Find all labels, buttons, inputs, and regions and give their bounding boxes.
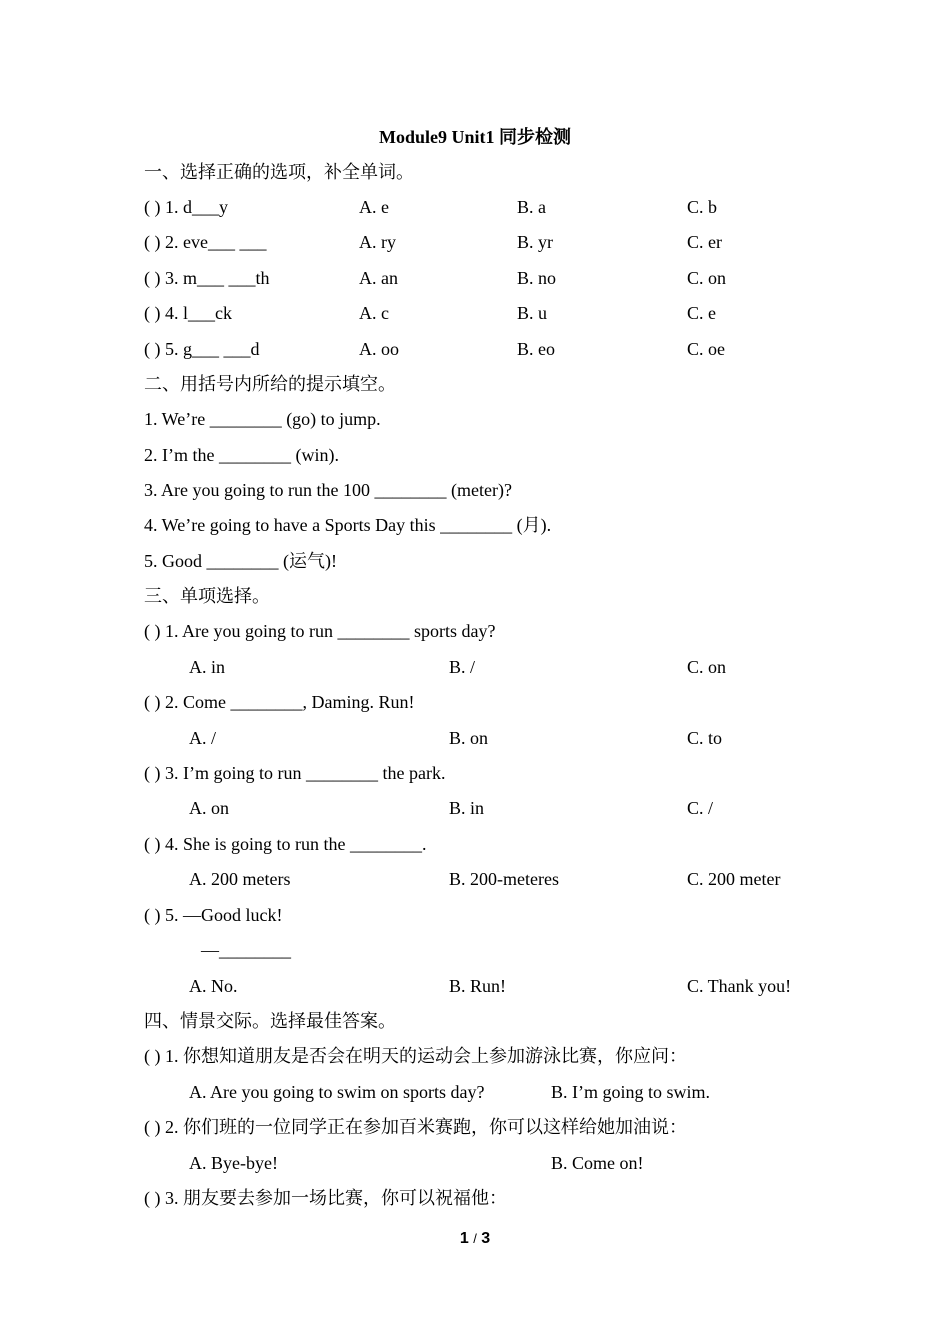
s2-item-3: 3. Are you going to run the 100 ________ (meter)? [144,480,512,500]
page-separator: / [473,1231,477,1246]
section-2-heading: 二、用括号内所给的提示填空。 [144,374,396,394]
s4-q3: ( ) 3. 朋友要去参加一场比赛，你可以祝福他： [144,1188,507,1208]
s3-q3-option-b: B. in [449,798,485,818]
s1-q5: ( ) 5. g___ ___d [144,339,260,359]
s4-q1-option-b: B. I’m going to swim. [551,1082,711,1102]
s3-q4: ( ) 4. She is going to run the ________. [144,834,427,854]
s3-q5-reply: —________ [201,940,291,960]
s2-item-5: 5. Good ________ (运气)! [144,551,337,571]
s3-q4-option-b: B. 200-meteres [449,869,559,889]
s1-q3-option-a: A. an [359,268,398,288]
s3-q4-option-c: C. 200 meter [687,869,781,889]
s1-q2-option-b: B. yr [517,232,553,252]
s3-q1-option-b: B. / [449,657,476,677]
s2-item-1: 1. We’re ________ (go) to jump. [144,409,381,429]
s3-q2-option-b: B. on [449,728,489,748]
s1-q2-option-c: C. er [687,232,722,252]
s3-q5: ( ) 5. —Good luck! [144,905,283,925]
s1-q3-option-c: C. on [687,268,727,288]
s3-q1-option-a: A. in [189,657,225,677]
s2-item-4: 4. We’re going to have a Sports Day this ________ (月). [144,515,552,535]
s3-q3-option-c: C. / [687,798,714,818]
s4-q2-option-a: A. Bye-bye! [189,1153,278,1173]
s3-q1-option-c: C. on [687,657,727,677]
section-1-heading: 一、选择正确的选项，补全单词。 [144,162,414,182]
s4-q2: ( ) 2. 你们班的一位同学正在参加百米赛跑，你可以这样给她加油说： [144,1117,687,1137]
s1-q3: ( ) 3. m___ ___th [144,268,270,288]
s4-q1: ( ) 1. 你想知道朋友是否会在明天的运动会上参加游泳比赛，你应问： [144,1046,687,1066]
s4-q2-option-b: B. Come on! [551,1153,644,1173]
s1-q1-option-a: A. e [359,197,389,217]
s3-q5-option-a: A. No. [189,976,238,996]
section-4-heading: 四、情景交际。选择最佳答案。 [144,1011,396,1031]
s1-q5-option-a: A. oo [359,339,399,359]
section-3-heading: 三、单项选择。 [144,586,270,606]
s2-item-2: 2. I’m the ________ (win). [144,445,339,465]
s1-q5-option-c: C. oe [687,339,725,359]
s1-q1-option-b: B. a [517,197,546,217]
s1-q4-option-a: A. c [359,303,389,323]
s3-q5-option-b: B. Run! [449,976,507,996]
s3-q2: ( ) 2. Come ________, Daming. Run! [144,692,415,712]
page-current: 1 [459,1230,469,1247]
s3-q3: ( ) 3. I’m going to run ________ the park. [144,763,446,783]
s1-q2: ( ) 2. eve___ ___ [144,232,267,252]
s4-q1-option-a: A. Are you going to swim on sports day? [189,1082,485,1102]
s1-q2-option-a: A. ry [359,232,396,252]
page-total: 3 [481,1230,491,1247]
s3-q5-option-c: C. Thank you! [687,976,792,996]
page-title: Module9 Unit1 同步检测 [378,127,571,147]
s3-q2-option-a: A. / [189,728,216,748]
s3-q4-option-a: A. 200 meters [189,869,291,889]
s3-q3-option-a: A. on [189,798,229,818]
page-number [0,1229,950,1249]
s3-q2-option-c: C. to [687,728,723,748]
s1-q1: ( ) 1. d___y [144,197,228,217]
s1-q4-option-b: B. u [517,303,548,323]
s1-q3-option-b: B. no [517,268,557,288]
s1-q4-option-c: C. e [687,303,716,323]
s3-q1: ( ) 1. Are you going to run ________ sports day? [144,621,496,641]
s1-q4: ( ) 4. l___ck [144,303,232,323]
s1-q5-option-b: B. eo [517,339,555,359]
s1-q1-option-c: C. b [687,197,718,217]
